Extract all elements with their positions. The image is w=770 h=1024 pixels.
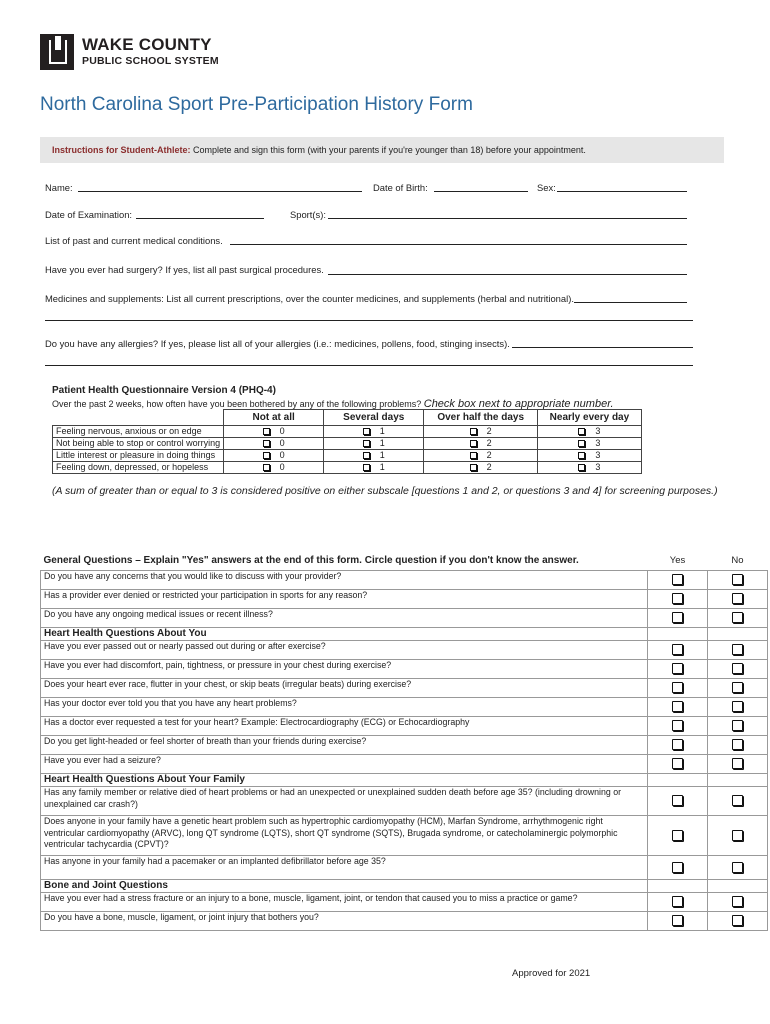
checkbox-icon[interactable] — [363, 440, 370, 447]
yes-cell — [648, 590, 708, 609]
question-text: Have you ever had a stress fracture or an injury to a bone, muscle, ligament, joint, or tendon that caused you to miss a practice or game? — [41, 893, 648, 912]
exam-date-label: Date of Examination: — [45, 209, 133, 220]
no-checkbox[interactable] — [732, 795, 743, 806]
phq-option[interactable] — [324, 462, 424, 474]
question-text: Have you ever passed out or nearly passed out during or after exercise? — [41, 641, 648, 660]
phq-score: 0 — [279, 438, 285, 448]
yes-cell — [648, 787, 708, 816]
checkbox-icon[interactable] — [578, 452, 585, 459]
general-header-row — [41, 555, 768, 571]
yes-cell — [648, 736, 708, 755]
surgery-label: Have you ever had surgery? If yes, list all past surgical procedures. — [45, 264, 324, 275]
phq-score: 1 — [379, 450, 385, 460]
question-row — [41, 755, 768, 774]
checkbox-icon[interactable] — [263, 428, 270, 435]
phq-score: 1 — [379, 438, 385, 448]
phq-score: 2 — [486, 426, 492, 436]
checkbox-icon[interactable] — [470, 440, 477, 447]
question-row — [41, 912, 768, 931]
dob-label: Date of Birth: — [373, 182, 428, 193]
phq-row — [53, 462, 642, 474]
question-row — [41, 787, 768, 816]
yes-checkbox[interactable] — [672, 612, 683, 623]
question-text: Do you get light-headed or feel shorter of breath than your friends during exercise? — [41, 736, 648, 755]
question-row — [41, 609, 768, 628]
sex-label: Sex: — [537, 182, 556, 193]
question-row — [41, 590, 768, 609]
yes-column-header: Yes — [669, 555, 686, 566]
dob-field[interactable] — [434, 191, 528, 192]
yes-cell — [648, 856, 708, 880]
phq-col-nearly-every-day: Nearly every day — [537, 410, 641, 426]
checkbox-icon[interactable] — [578, 440, 585, 447]
yes-checkbox[interactable] — [672, 720, 683, 731]
phq-score: 1 — [379, 426, 385, 436]
yes-cell — [648, 816, 708, 856]
question-text: Has a doctor ever requested a test for your heart? Example: Electrocardiography (ECG) or Echocardiography — [41, 717, 648, 736]
no-checkbox[interactable] — [732, 720, 743, 731]
surgery-field[interactable] — [328, 274, 687, 275]
question-text: Have you ever had a seizure? — [41, 755, 648, 774]
phq-row — [53, 438, 642, 450]
no-cell — [708, 816, 768, 856]
phq-col-not-at-all: Not at all — [224, 410, 324, 426]
phq-option[interactable] — [224, 438, 324, 450]
yes-checkbox[interactable] — [672, 862, 683, 873]
no-checkbox[interactable] — [732, 593, 743, 604]
medicines-field-continued[interactable] — [45, 320, 693, 321]
phq-col-several-days: Several days — [324, 410, 424, 426]
heart-section-title: Heart Health Questions About You — [41, 628, 648, 641]
phq-table — [52, 409, 642, 474]
no-cell — [708, 609, 768, 628]
question-row — [41, 717, 768, 736]
question-row — [41, 856, 768, 880]
no-cell — [708, 660, 768, 679]
section-row — [41, 774, 768, 787]
question-row — [41, 893, 768, 912]
phq-score: 3 — [595, 462, 601, 472]
no-column-header: No — [731, 555, 744, 566]
section-row — [41, 880, 768, 893]
yes-checkbox[interactable] — [672, 574, 683, 585]
no-checkbox[interactable] — [732, 896, 743, 907]
yes-checkbox[interactable] — [672, 644, 683, 655]
no-checkbox[interactable] — [732, 644, 743, 655]
yes-cell — [648, 717, 708, 736]
no-cell — [708, 641, 768, 660]
approval-note: Approved for 2021 — [512, 968, 591, 979]
bone-section-title: Bone and Joint Questions — [41, 880, 648, 893]
name-label: Name: — [45, 182, 73, 193]
medical-conditions-field[interactable] — [230, 244, 687, 245]
no-checkbox[interactable] — [732, 612, 743, 623]
checkbox-icon[interactable] — [470, 464, 477, 471]
phq-option[interactable] — [537, 462, 641, 474]
checkbox-icon[interactable] — [263, 440, 270, 447]
yes-checkbox[interactable] — [672, 739, 683, 750]
phq-option[interactable] — [324, 450, 424, 462]
phq-row-label: Not being able to stop or control worrying — [53, 438, 224, 450]
phq-score: 2 — [486, 462, 492, 472]
general-header: General Questions – Explain "Yes" answers at the end of this form. Circle question if you don't know the answer. — [41, 555, 648, 571]
question-text: Do you have a bone, muscle, ligament, or joint injury that bothers you? — [41, 912, 648, 931]
phq-note: (A sum of greater than or equal to 3 is considered positive on either subscale [questions 1 and 2, or questions 3 and 4] for screening purposes.) — [52, 485, 718, 497]
phq-score: 0 — [279, 426, 285, 436]
question-text: Do you have any ongoing medical issues or recent illness? — [41, 609, 648, 628]
no-cell — [708, 571, 768, 590]
phq-row — [53, 450, 642, 462]
question-row — [41, 571, 768, 590]
yes-cell — [648, 893, 708, 912]
yes-cell — [648, 698, 708, 717]
yes-cell — [648, 755, 708, 774]
instructions-text: Complete and sign this form (with your parents if you're younger than 18) before your appointment. — [190, 145, 586, 155]
phq-score: 3 — [595, 426, 601, 436]
page-title: North Carolina Sport Pre-Participation History Form — [40, 94, 473, 115]
sports-label: Sport(s): — [290, 209, 326, 220]
phq-header-row — [53, 410, 642, 426]
no-cell — [708, 912, 768, 931]
phq-subtitle-text: Over the past 2 weeks, how often have you been bothered by any of the following problems? — [52, 399, 422, 409]
phq-row-label: Little interest or pleasure in doing things — [53, 450, 224, 462]
checkbox-icon[interactable] — [363, 428, 370, 435]
phq-option[interactable] — [537, 438, 641, 450]
question-row — [41, 816, 768, 856]
tower-icon — [55, 36, 61, 50]
allergies-field[interactable] — [512, 347, 693, 348]
empty-cell — [708, 880, 768, 893]
phq-score: 2 — [486, 438, 492, 448]
no-checkbox[interactable] — [732, 915, 743, 926]
sex-field[interactable] — [557, 191, 687, 192]
questions-table — [40, 555, 768, 931]
question-row — [41, 698, 768, 717]
question-text: Has a provider ever denied or restricted your participation in sports for any reason? — [41, 590, 648, 609]
phq-option[interactable] — [424, 426, 537, 438]
checkbox-icon[interactable] — [263, 464, 270, 471]
question-text: Has anyone in your family had a pacemaker or an implanted defibrillator before age 35? — [41, 856, 648, 880]
section-row — [41, 628, 768, 641]
no-cell — [708, 717, 768, 736]
phq-row-label: Feeling nervous, anxious or on edge — [53, 426, 224, 438]
yes-checkbox[interactable] — [672, 915, 683, 926]
empty-cell — [648, 774, 708, 787]
phq-option[interactable] — [424, 450, 537, 462]
yes-checkbox[interactable] — [672, 758, 683, 769]
name-field[interactable] — [78, 191, 362, 192]
question-row — [41, 660, 768, 679]
no-cell — [708, 893, 768, 912]
question-text: Do you have any concerns that you would like to discuss with your provider? — [41, 571, 648, 590]
medicines-label: Medicines and supplements: List all current prescriptions, over the counter medicines, and supplements (herbal and nutritional). — [45, 293, 574, 304]
question-row — [41, 679, 768, 698]
no-checkbox[interactable] — [732, 830, 743, 841]
medical-conditions-label: List of past and current medical conditions. — [45, 235, 223, 246]
phq-row-label: Feeling down, depressed, or hopeless — [53, 462, 224, 474]
phq-option[interactable] — [324, 426, 424, 438]
checkbox-icon[interactable] — [578, 464, 585, 471]
phq-score: 0 — [279, 450, 285, 460]
empty-cell — [648, 628, 708, 641]
phq-score: 2 — [486, 450, 492, 460]
question-text: Does anyone in your family have a genetic heart problem such as hypertrophic cardiomyopathy (HCM), Marfan Syndrome, arrhythmogenic right ventricular cardiomyopathy (ARVC), long QT syndrome (LQTS), short QT syndrome (SQTS), Brugada syndrome, or catecholaminergic polymorphic ventricular tachycardia (CPVT)? — [41, 816, 648, 856]
yes-checkbox[interactable] — [672, 896, 683, 907]
phq-score: 3 — [595, 438, 601, 448]
checkbox-icon[interactable] — [363, 452, 370, 459]
question-row — [41, 736, 768, 755]
no-cell — [708, 698, 768, 717]
checkbox-icon[interactable] — [470, 452, 477, 459]
no-checkbox[interactable] — [732, 758, 743, 769]
phq-option[interactable] — [537, 450, 641, 462]
logo-line1: WAKE COUNTY — [82, 35, 212, 54]
empty-cell — [708, 774, 768, 787]
checkbox-icon[interactable] — [363, 464, 370, 471]
phq-corner — [53, 410, 224, 426]
no-cell — [708, 856, 768, 880]
no-cell — [708, 755, 768, 774]
yes-checkbox[interactable] — [672, 830, 683, 841]
phq-score: 1 — [379, 462, 385, 472]
phq-score: 3 — [595, 450, 601, 460]
phq-option[interactable] — [224, 450, 324, 462]
yes-checkbox[interactable] — [672, 682, 683, 693]
no-checkbox[interactable] — [732, 663, 743, 674]
no-cell — [708, 590, 768, 609]
yes-cell — [648, 912, 708, 931]
phq-option[interactable] — [224, 462, 324, 474]
phq-option[interactable] — [324, 438, 424, 450]
no-cell — [708, 787, 768, 816]
yes-cell — [648, 571, 708, 590]
phq-row — [53, 426, 642, 438]
yes-checkbox[interactable] — [672, 795, 683, 806]
no-cell — [708, 679, 768, 698]
question-text: Does your heart ever race, flutter in your chest, or skip beats (irregular beats) during exercise? — [41, 679, 648, 698]
phq-title: Patient Health Questionnaire Version 4 (PHQ-4) — [52, 385, 276, 396]
no-checkbox[interactable] — [732, 574, 743, 585]
medicines-field[interactable] — [574, 302, 687, 303]
question-text: Have you ever had discomfort, pain, tightness, or pressure in your chest during exercise? — [41, 660, 648, 679]
instructions-banner — [40, 137, 724, 163]
phq-option[interactable] — [224, 426, 324, 438]
yes-cell — [648, 660, 708, 679]
no-checkbox[interactable] — [732, 682, 743, 693]
family-section-title: Heart Health Questions About Your Family — [41, 774, 648, 787]
no-cell — [708, 736, 768, 755]
exam-date-field[interactable] — [136, 218, 264, 219]
phq-score: 0 — [279, 462, 285, 472]
phq-col-over-half: Over half the days — [424, 410, 537, 426]
yes-cell — [648, 641, 708, 660]
no-checkbox[interactable] — [732, 739, 743, 750]
allergies-field-continued[interactable] — [45, 365, 693, 366]
checkbox-icon[interactable] — [578, 428, 585, 435]
phq-option[interactable] — [537, 426, 641, 438]
question-text: Has your doctor ever told you that you have any heart problems? — [41, 698, 648, 717]
logo-line2: PUBLIC SCHOOL SYSTEM — [82, 55, 219, 67]
no-checkbox[interactable] — [732, 701, 743, 712]
yes-checkbox[interactable] — [672, 701, 683, 712]
checkbox-icon[interactable] — [263, 452, 270, 459]
no-checkbox[interactable] — [732, 862, 743, 873]
yes-checkbox[interactable] — [672, 663, 683, 674]
checkbox-icon[interactable] — [470, 428, 477, 435]
allergies-label: Do you have any allergies? If yes, please list all of your allergies (i.e.: medicines, pollens, food, stinging insects). — [45, 338, 510, 349]
empty-cell — [708, 628, 768, 641]
yes-checkbox[interactable] — [672, 593, 683, 604]
yes-cell — [648, 679, 708, 698]
phq-option[interactable] — [424, 462, 537, 474]
yes-cell — [648, 609, 708, 628]
question-row — [41, 641, 768, 660]
phq-option[interactable] — [424, 438, 537, 450]
sports-field[interactable] — [328, 218, 687, 219]
empty-cell — [648, 880, 708, 893]
question-text: Has any family member or relative died of heart problems or had an unexpected or unexplained sudden death before age 35? (including drowning or unexplained car crash?) — [41, 787, 648, 816]
phq-subtitle-italic: Check box next to appropriate number. — [423, 398, 614, 410]
instructions-label: Instructions for Student-Athlete: — [52, 145, 191, 155]
